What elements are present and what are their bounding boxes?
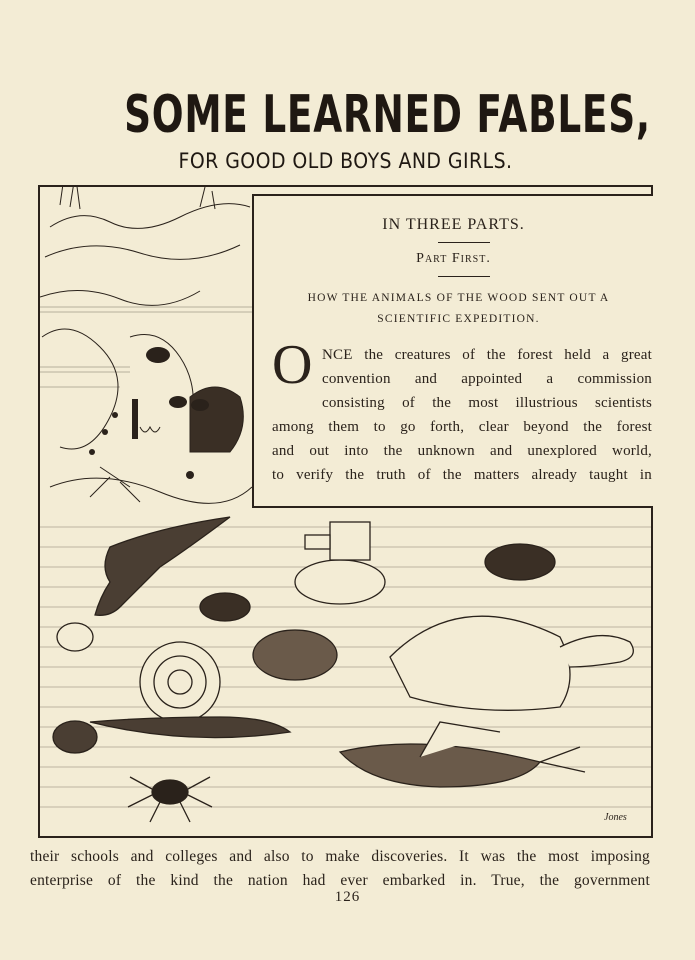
body-text-line: and out into the unknown and unexplored world, bbox=[272, 443, 652, 459]
body-text-line: enterprise of the kind the nation had ever embarked in. True, the government bbox=[30, 872, 650, 889]
body-text-line: their schools and colleges and also to make discoveries. It was the most imposing bbox=[30, 848, 650, 865]
body-text-line: to verify the truth of the matters already taught in bbox=[272, 467, 652, 483]
artist-signature: Jones bbox=[604, 812, 627, 823]
page-number: 126 bbox=[334, 889, 361, 905]
page-subtitle: FOR GOOD OLD BOYS AND GIRLS. bbox=[178, 149, 513, 173]
text-box bbox=[252, 194, 653, 508]
divider bbox=[438, 276, 490, 277]
parts-heading: IN THREE PARTS. bbox=[382, 216, 525, 233]
divider bbox=[438, 242, 490, 243]
title-box bbox=[38, 81, 653, 187]
body-text-line: among them to go forth, clear beyond the forest bbox=[272, 419, 652, 435]
part-heading: Part First. bbox=[416, 251, 491, 266]
page-title: SOME LEARNED FABLES, bbox=[124, 85, 651, 145]
body-text-line: convention and appointed a commission bbox=[322, 371, 652, 387]
drop-cap: O bbox=[272, 334, 313, 396]
chapter-subtitle: HOW THE ANIMALS OF THE WOOD SENT OUT A SCIENTIFIC EXPEDITION. bbox=[307, 292, 610, 325]
body-text-line: NCE the creatures of the forest held a great bbox=[322, 347, 652, 363]
body-text-line: consisting of the most illustrious scientists bbox=[322, 395, 652, 411]
